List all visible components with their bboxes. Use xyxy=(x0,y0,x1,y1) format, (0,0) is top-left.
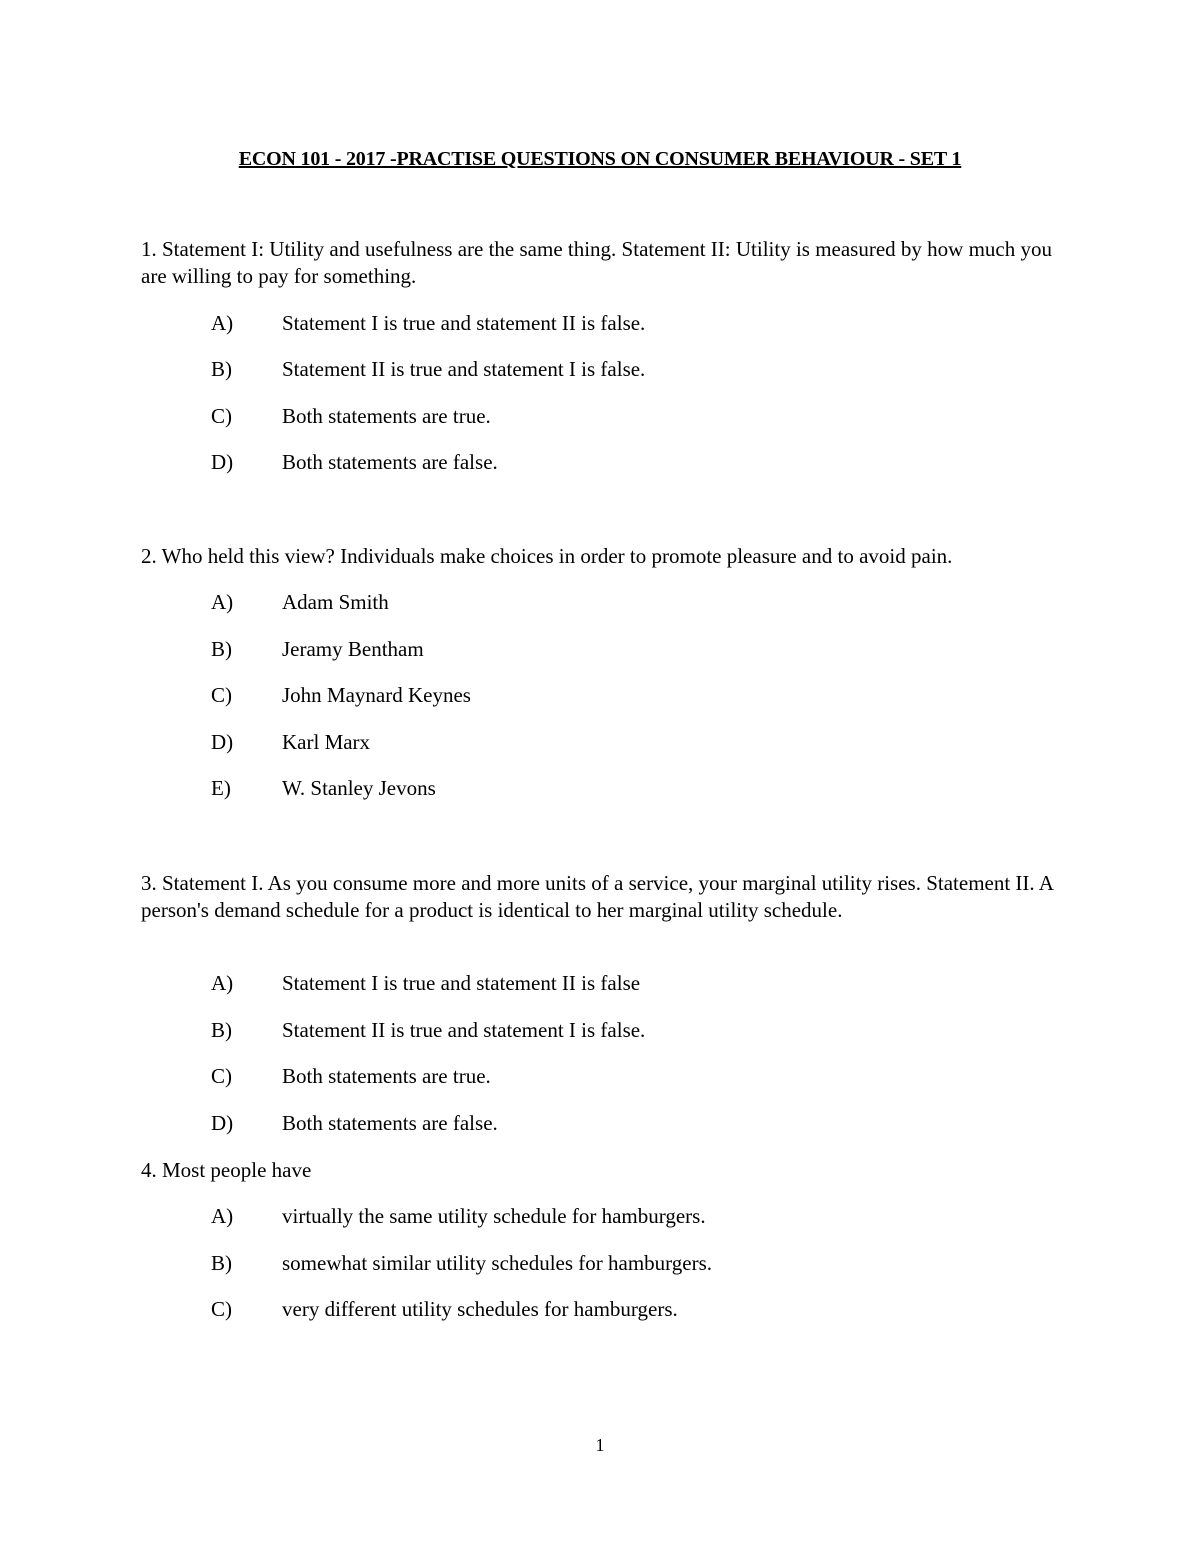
question-3-option-b xyxy=(211,1017,645,1044)
question-2-option-d xyxy=(211,729,370,756)
option-letter: D) xyxy=(211,1111,234,1135)
page-number: 1 xyxy=(595,1435,605,1455)
question-1-option-c xyxy=(211,403,491,430)
option-letter: A) xyxy=(211,311,234,335)
option-text: virtually the same utility schedule for hamburgers. xyxy=(282,1204,706,1228)
question-2-stem: 2. Who held this view? Individuals make choices in order to promote pleasure and to avoid pain. xyxy=(141,544,953,568)
option-letter: D) xyxy=(211,730,234,754)
question-1-stem: 1. Statement I: Utility and usefulness are the same thing. Statement II: Utility is measured by how much you are willing to pay for something. xyxy=(141,237,1052,288)
question-1-option-b xyxy=(211,356,645,383)
question-4-stem: 4. Most people have xyxy=(141,1158,312,1182)
option-text: Statement I is true and statement II is false xyxy=(282,971,641,995)
option-letter: B) xyxy=(211,1251,232,1275)
option-text: Both statements are false. xyxy=(282,1111,498,1135)
question-3-option-a xyxy=(211,970,640,997)
option-letter: A) xyxy=(211,1204,234,1228)
question-4-option-c xyxy=(211,1296,678,1323)
option-letter: C) xyxy=(211,683,232,707)
option-letter: C) xyxy=(211,1297,232,1321)
question-2-option-c xyxy=(211,682,471,709)
question-3-option-c xyxy=(211,1063,491,1090)
option-text: Both statements are false. xyxy=(282,450,498,474)
question-2-option-e xyxy=(211,775,436,802)
option-letter: B) xyxy=(211,1018,232,1042)
option-text: Adam Smith xyxy=(282,590,389,614)
option-letter: D) xyxy=(211,450,234,474)
option-letter: A) xyxy=(211,971,234,995)
question-4-option-b xyxy=(211,1250,712,1277)
question-1-option-a xyxy=(211,310,645,337)
option-text: W. Stanley Jevons xyxy=(282,776,436,800)
option-text: Jeramy Bentham xyxy=(282,637,424,661)
option-text: Both statements are true. xyxy=(282,404,491,428)
question-2-option-b xyxy=(211,636,424,663)
option-letter: C) xyxy=(211,404,232,428)
option-text: Statement I is true and statement II is false. xyxy=(282,311,646,335)
question-4-option-a xyxy=(211,1203,706,1230)
option-letter: B) xyxy=(211,357,232,381)
option-letter: E) xyxy=(211,776,231,800)
question-3-stem: 3. Statement I. As you consume more and more units of a service, your marginal utility rises. Statement II. A person's demand schedule for a product is identical to her marginal utility schedule. xyxy=(141,871,1053,922)
option-text: somewhat similar utility schedules for hamburgers. xyxy=(282,1251,713,1275)
question-1-option-d xyxy=(211,449,498,476)
option-text: John Maynard Keynes xyxy=(282,683,471,707)
option-text: Statement II is true and statement I is false. xyxy=(282,357,646,381)
option-letter: C) xyxy=(211,1064,232,1088)
option-letter: A) xyxy=(211,590,234,614)
question-2-option-a xyxy=(211,589,389,616)
option-text: very different utility schedules for hamburgers. xyxy=(282,1297,678,1321)
document-title: ECON 101 - 2017 -PRACTISE QUESTIONS ON CONSUMER BEHAVIOUR - SET 1 xyxy=(238,148,962,170)
option-letter: B) xyxy=(211,637,232,661)
option-text: Both statements are true. xyxy=(282,1064,491,1088)
option-text: Karl Marx xyxy=(282,730,371,754)
option-text: Statement II is true and statement I is false. xyxy=(282,1018,646,1042)
question-3-option-d xyxy=(211,1110,498,1137)
